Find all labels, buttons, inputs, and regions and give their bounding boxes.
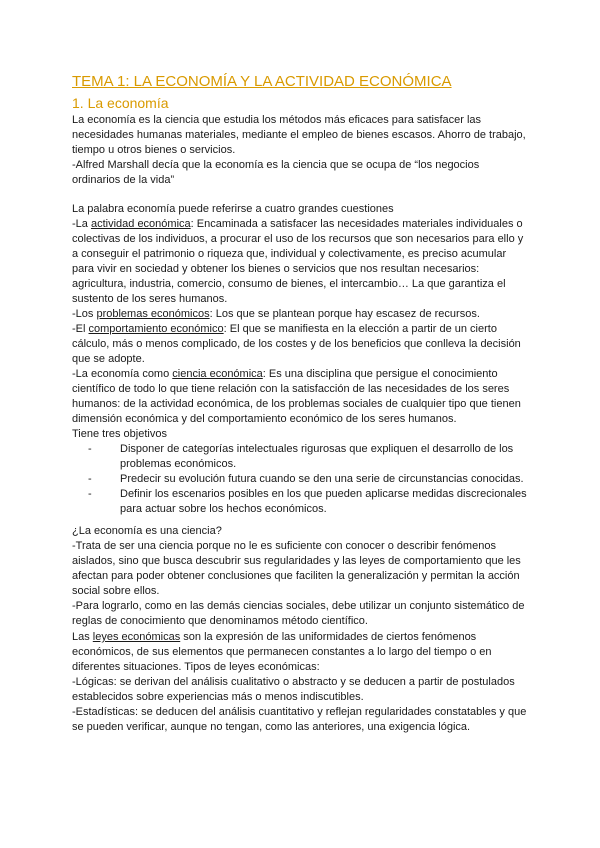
- science-paragraph-1: -Trata de ser una ciencia porque no le es suficiente con conocer o describir fenómenos aislados, sino que busca descubrir sus regularidades y las leyes de comportamiento que les afectan para poder obtener conclusiones que faciliten la generalización y permitan la acción social sobre ellos.: [72, 540, 521, 597]
- laws-block: [72, 630, 527, 735]
- list-item: - Disponer de categorías intelectuales rigurosas que expliquen el desarrollo de los problemas económicos.: [88, 443, 514, 470]
- list-item: - Definir los escenarios posibles en los que pueden aplicarse medidas discrecionales para actuar sobre los hechos económicos.: [88, 488, 527, 515]
- objectives-intro: Tiene tres objetivos: [72, 428, 167, 440]
- science-question: ¿La economía es una ciencia?: [72, 525, 222, 537]
- question-actividad: -La actividad económica: Encaminada a satisfacer las necesidades materiales individuales o colectivas de los individuos, a procurar el uso de los recursos que son necesarios para ello y a conseguir el patrimonio o riqueza que, individual y colectivamente, es preciso acumular para vivir en sociedad y obtener los bienes o servicios que nos resultan necesarios: agricultura, industria, comercio, consumo de bienes, el intercambio… La que garantiza el sustento de los seres humanos.: [72, 218, 524, 305]
- science-paragraph-2: -Para lograrlo, como en las demás ciencias sociales, debe utilizar un conjunto sistemático de reglas de conocimiento que denominamos método científico.: [72, 600, 525, 627]
- term-actividad: actividad económica: [90, 218, 191, 230]
- science-block: [72, 524, 527, 629]
- questions-intro: La palabra economía puede referirse a cuatro grandes cuestiones: [72, 203, 394, 215]
- term-ciencia: ciencia económica: [172, 368, 263, 380]
- laws-estadisticas: -Estadísticas: se deducen del análisis cuantitativo y reflejan regularidades constatables y que se pueden verificar, aunque no tengan, como las anteriores, una exigencia lógica.: [72, 706, 527, 733]
- intro-block: [72, 113, 527, 188]
- question-problemas: -Los problemas económicos: Los que se plantean porque hay escasez de recursos.: [72, 308, 480, 320]
- question-comportamiento: -El comportamiento económico: El que se manifiesta en la elección a partir de un cierto cálculo, más o menos complicado, de los costes y de los beneficios que conlleva la decisión que se adopte.: [72, 323, 521, 365]
- section-heading: 1. La economía: [72, 95, 169, 111]
- term-comportamiento: comportamiento económico: [88, 323, 224, 335]
- laws-logicas: -Lógicas: se derivan del análisis cualitativo o abstracto y se deducen a partir de postulados establecidos sobre experiencias más o menos indiscutibles.: [72, 676, 515, 703]
- marshall-paragraph: -Alfred Marshall decía que la economía es la ciencia que se ocupa de “los negocios ordinarios de la vida”: [72, 159, 480, 186]
- document-title: TEMA 1: LA ECONOMÍA Y LA ACTIVIDAD ECONÓMICA: [72, 73, 452, 90]
- term-problemas: problemas económicos: [96, 308, 210, 320]
- definition-paragraph: La economía es la ciencia que estudia los métodos más eficaces para satisfacer las necesidades humanas materiales, mediante el empleo de bienes escasos. Ahorro de trabajo, tiempo u otros bienes o servicios.: [72, 114, 526, 156]
- question-ciencia: -La economía como ciencia económica: Es una disciplina que persigue el conocimiento científico de todo lo que tiene relación con la satisfacción de las necesidades de los seres humanos: de la actividad económica, de los problemas sociales de cualquier tipo que tienen dimensión económica y del comportamiento económico de los seres humanos.: [72, 368, 521, 425]
- list-item: - Predecir su evolución futura cuando se den una serie de circunstancias conocidas.: [88, 473, 524, 485]
- questions-block: [72, 202, 527, 517]
- laws-paragraph: Las leyes económicas son la expresión de las uniformidades de ciertos fenómenos económicos, de sus elementos que permanecen constantes a lo largo del tiempo o en diferentes situaciones. Tipos de leyes económicas:: [72, 631, 492, 673]
- objectives-list: [72, 442, 527, 517]
- term-leyes: leyes económicas: [92, 631, 181, 643]
